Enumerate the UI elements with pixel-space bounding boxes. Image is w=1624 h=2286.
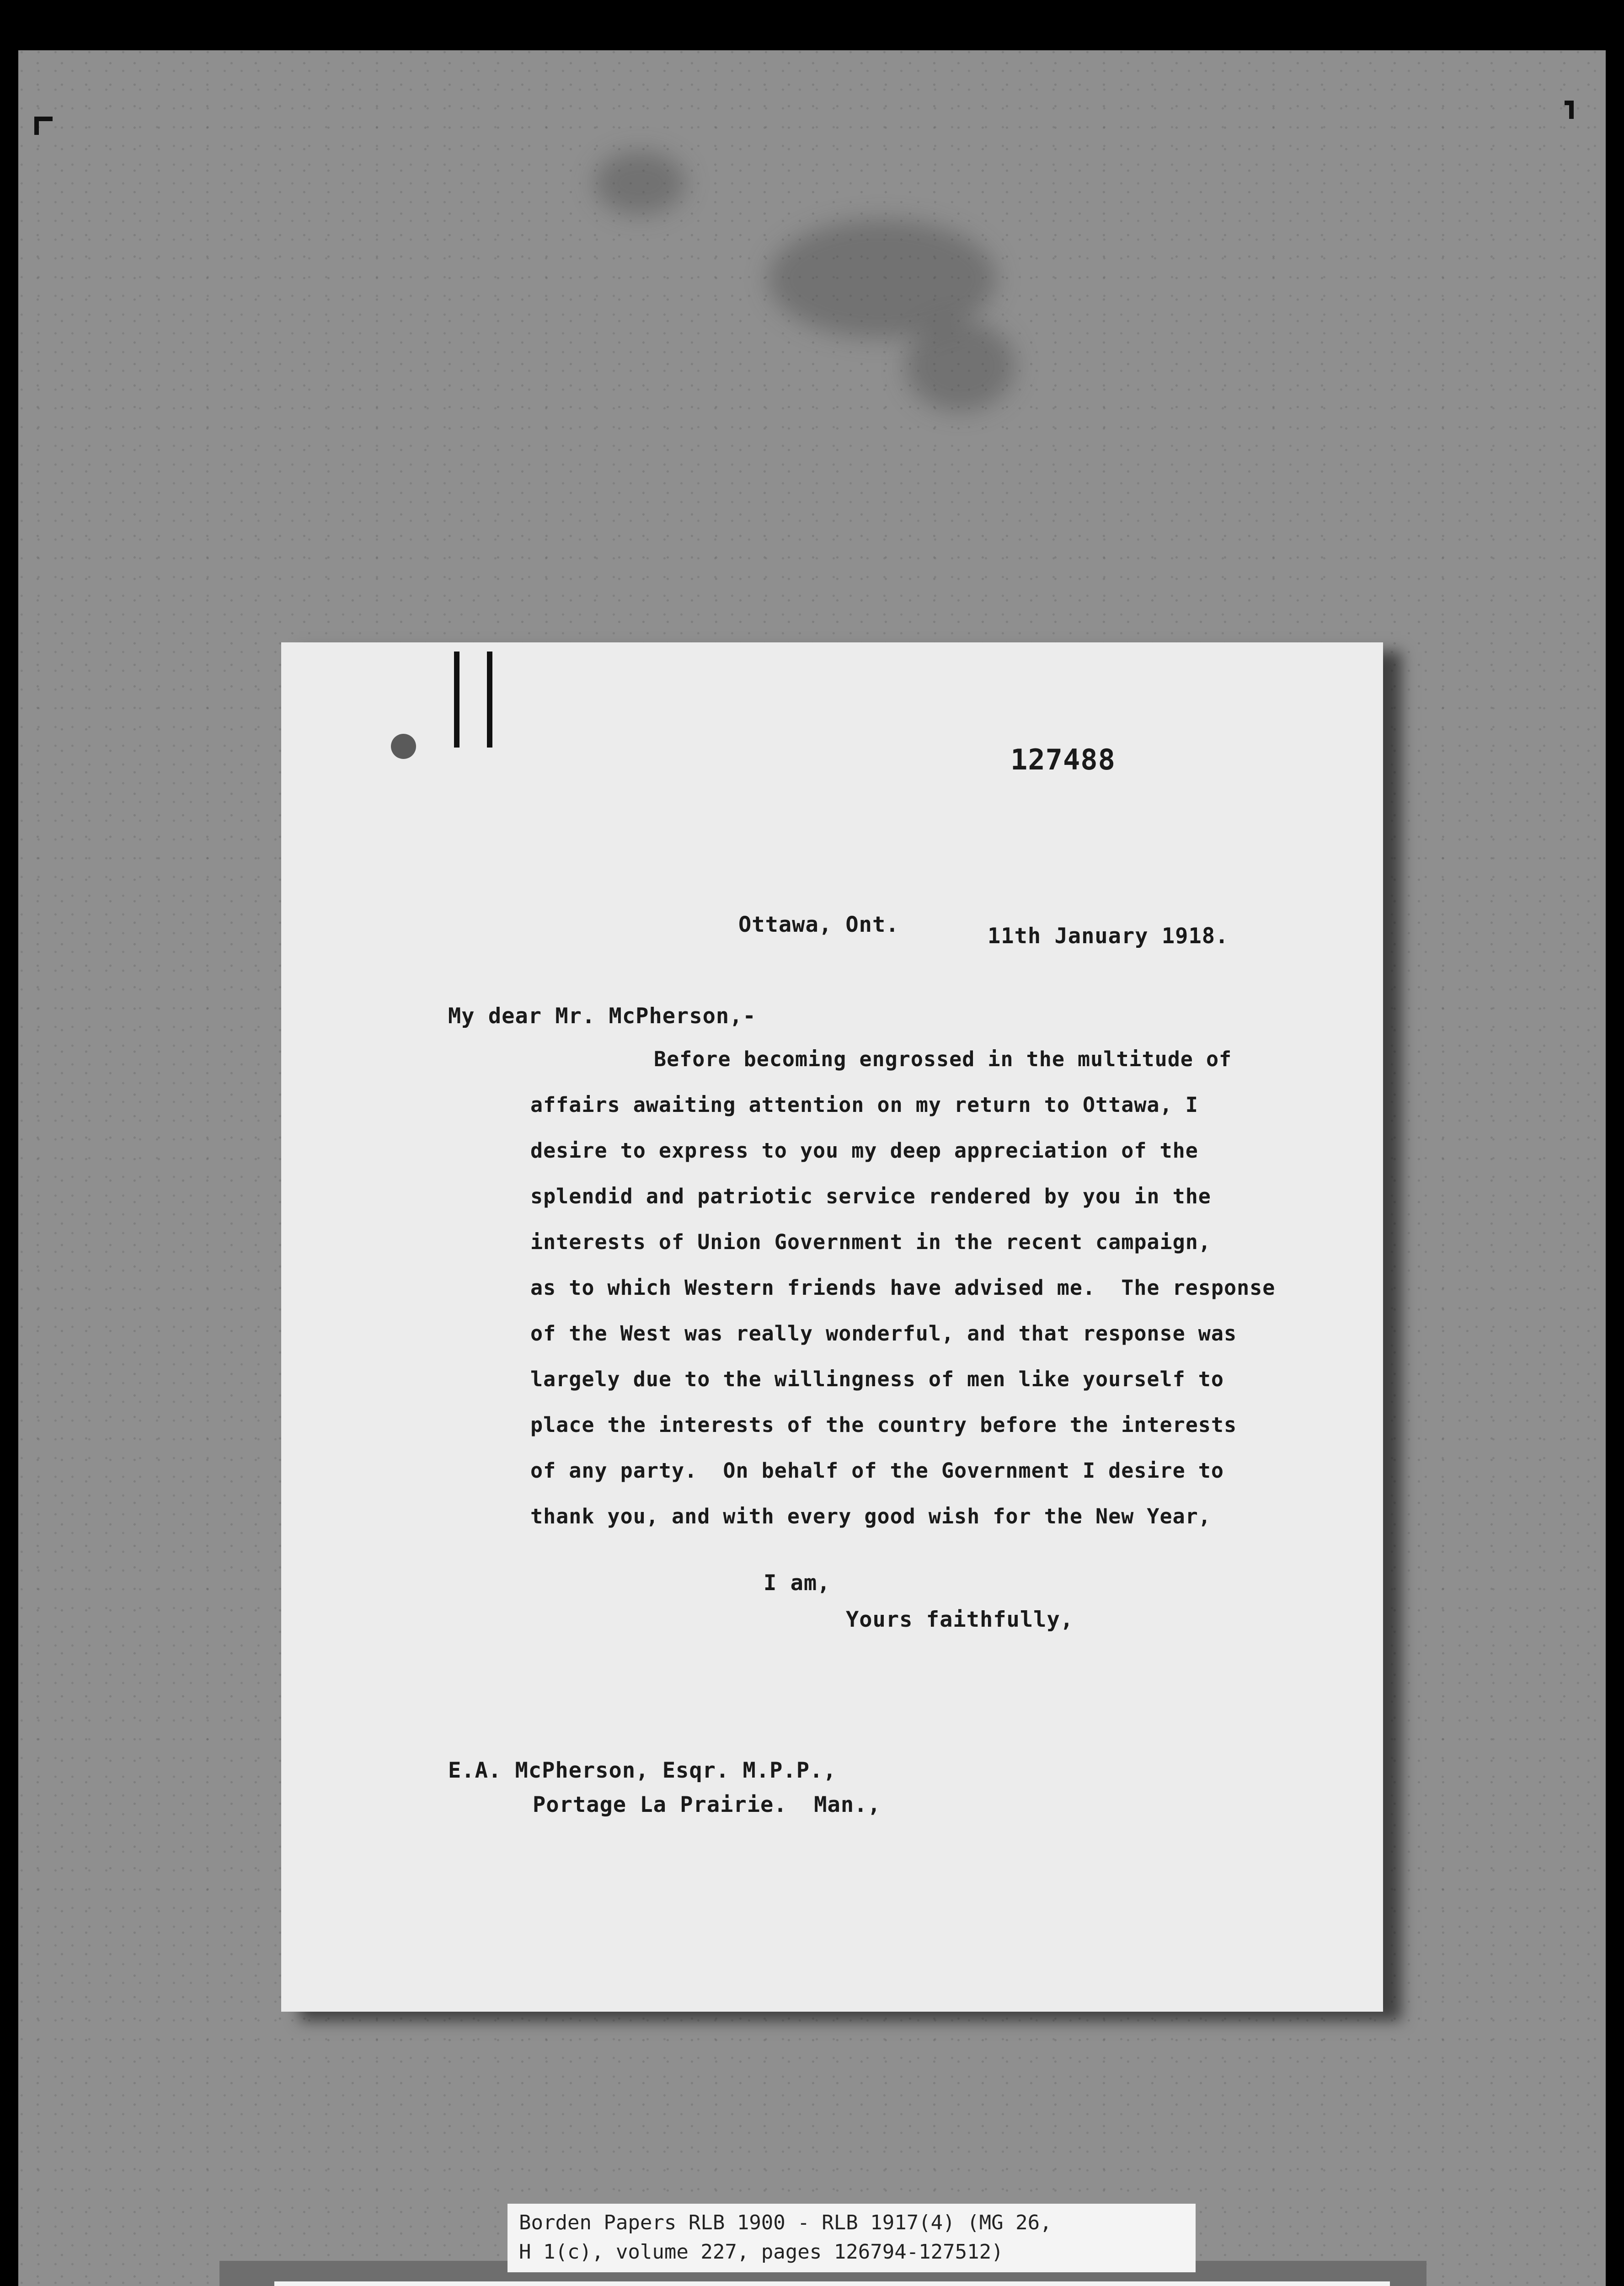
body-line: place the interests of the country before the interests <box>530 1413 1237 1437</box>
body-line: largely due to the willingness of men like yourself to <box>530 1367 1224 1391</box>
body-line: thank you, and with every good wish for the New Year, <box>530 1504 1211 1528</box>
body-line: affairs awaiting attention on my return to Ottawa, I <box>530 1093 1198 1117</box>
salutation: My dear Mr. McPherson,- <box>448 1004 756 1029</box>
recipient-address: Portage La Prairie. Man., <box>533 1792 881 1817</box>
corner-mark-top-left <box>34 117 53 135</box>
film-smudge <box>594 151 686 215</box>
punch-hole <box>391 734 416 759</box>
body-line: of any party. On behalf of the Government I desire to <box>530 1458 1224 1483</box>
body-line: of the West was really wonderful, and that response was <box>530 1321 1237 1346</box>
body-line: splendid and patriotic service rendered by you in the <box>530 1184 1211 1208</box>
archives-card <box>274 2281 1390 2286</box>
closing-signoff: Yours faithfully, <box>846 1607 1074 1632</box>
caption-line: H 1(c), volume 227, pages 126794-127512) <box>519 2240 1004 2264</box>
film-smudge <box>905 320 1015 411</box>
body-line: as to which Western friends have advised me. The response <box>530 1276 1276 1300</box>
letter-city: Ottawa, Ont. <box>738 912 899 937</box>
closing-line: I am, <box>764 1570 831 1596</box>
letter-date: 11th January 1918. <box>988 924 1229 949</box>
letter-sheet <box>281 642 1383 2012</box>
recipient-address: E.A. McPherson, Esqr. M.P.P., <box>448 1758 837 1783</box>
staple-mark <box>454 652 459 748</box>
body-line: interests of Union Government in the recent campaign, <box>530 1230 1211 1254</box>
body-line: Before becoming engrossed in the multitude of <box>654 1047 1232 1071</box>
staple-mark <box>487 652 492 748</box>
caption-slip <box>508 2204 1196 2272</box>
caption-line: Borden Papers RLB 1900 - RLB 1917(4) (MG 26, <box>519 2211 1052 2234</box>
page-number: 127488 <box>1010 743 1116 776</box>
body-line: desire to express to you my deep appreciation of the <box>530 1138 1198 1163</box>
corner-mark-top-right <box>1565 101 1574 119</box>
